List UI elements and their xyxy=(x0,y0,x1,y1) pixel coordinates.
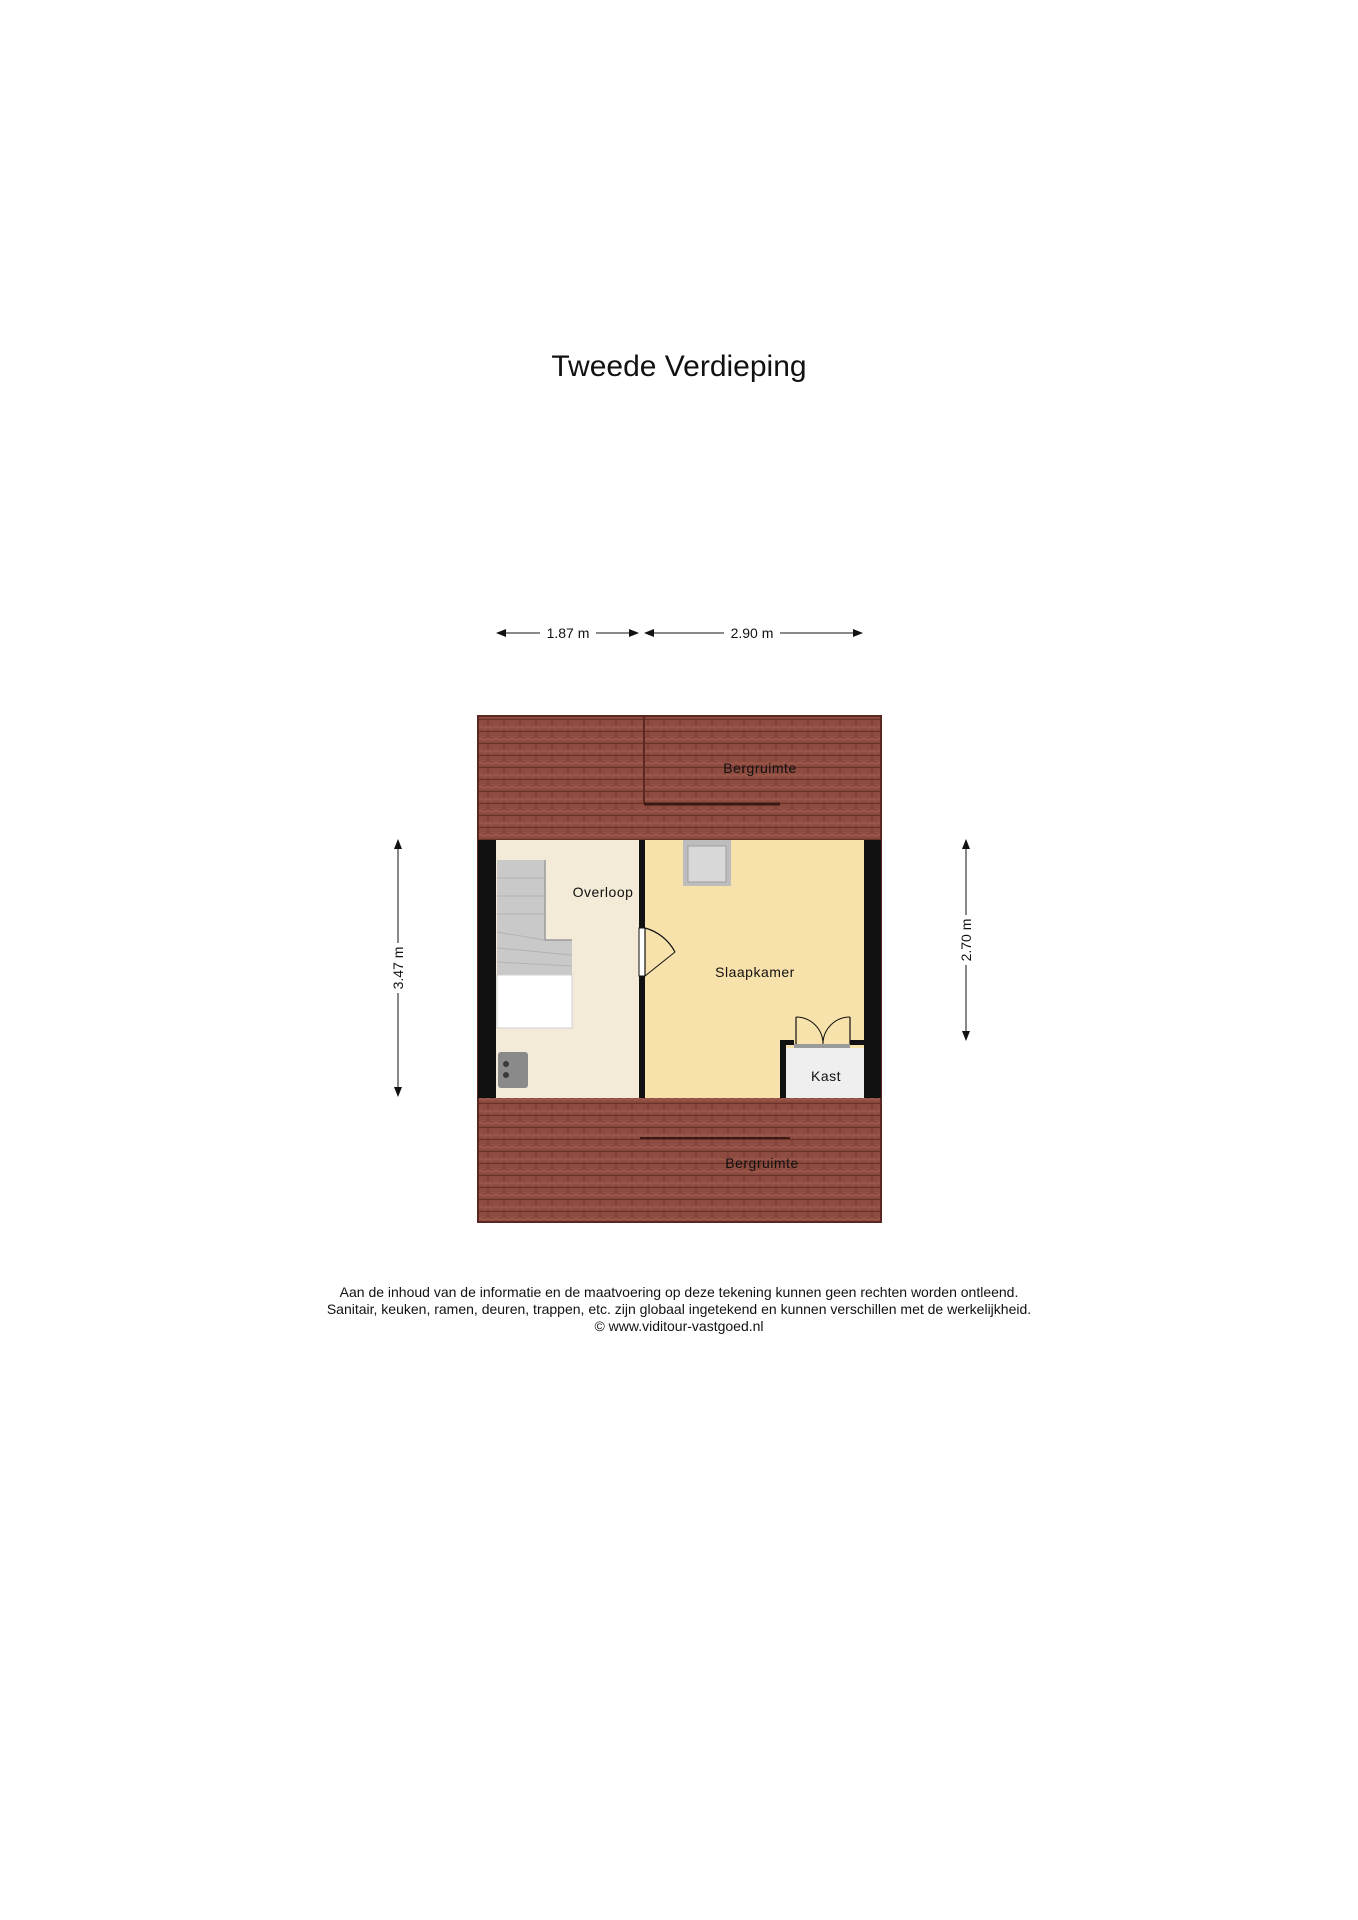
wall-middle xyxy=(639,840,645,928)
heater-unit xyxy=(498,1052,528,1088)
disclaimer xyxy=(0,1284,1358,1335)
dimension-label: 2.70 m xyxy=(958,918,974,962)
roof-bottom xyxy=(478,1098,881,1222)
room-label-closet: Kast xyxy=(810,1068,842,1084)
closet-wall xyxy=(850,1040,864,1045)
room-label-storage-bottom: Bergruimte xyxy=(725,1155,799,1171)
dimension-top-right xyxy=(645,625,862,641)
disclaimer-line: Aan de inhoud van de informatie en de maatvoering op deze tekening kunnen geen rechten worden ontleend. xyxy=(339,1284,1019,1300)
skylight xyxy=(683,840,731,886)
copyright-line: © www.viditour-vastgoed.nl xyxy=(594,1318,764,1334)
dimension-label: 3.47 m xyxy=(390,946,406,990)
room-label-bedroom: Slaapkamer xyxy=(715,964,795,980)
room-label-storage-top: Bergruimte xyxy=(723,760,797,776)
wall-right xyxy=(864,840,881,1098)
dimension-right xyxy=(958,840,974,1040)
roof-top xyxy=(478,716,881,840)
disclaimer-line: Sanitair, keuken, ramen, deuren, trappen, etc. zijn globaal ingetekend en kunnen verschillen met de werkelijkheid. xyxy=(326,1301,1032,1317)
wall-middle xyxy=(639,976,645,1098)
room-label-landing: Overloop xyxy=(572,884,634,900)
dimension-label: 1.87 m xyxy=(546,625,590,641)
dimension-label: 2.90 m xyxy=(730,625,774,641)
dimension-left xyxy=(390,840,406,1096)
dimension-top-left xyxy=(497,625,638,641)
closet-wall xyxy=(780,1040,794,1045)
page-title: Tweede Verdieping xyxy=(551,350,807,383)
wall-left xyxy=(478,840,496,1098)
closet-wall xyxy=(780,1040,786,1098)
closet-front xyxy=(794,1044,850,1048)
